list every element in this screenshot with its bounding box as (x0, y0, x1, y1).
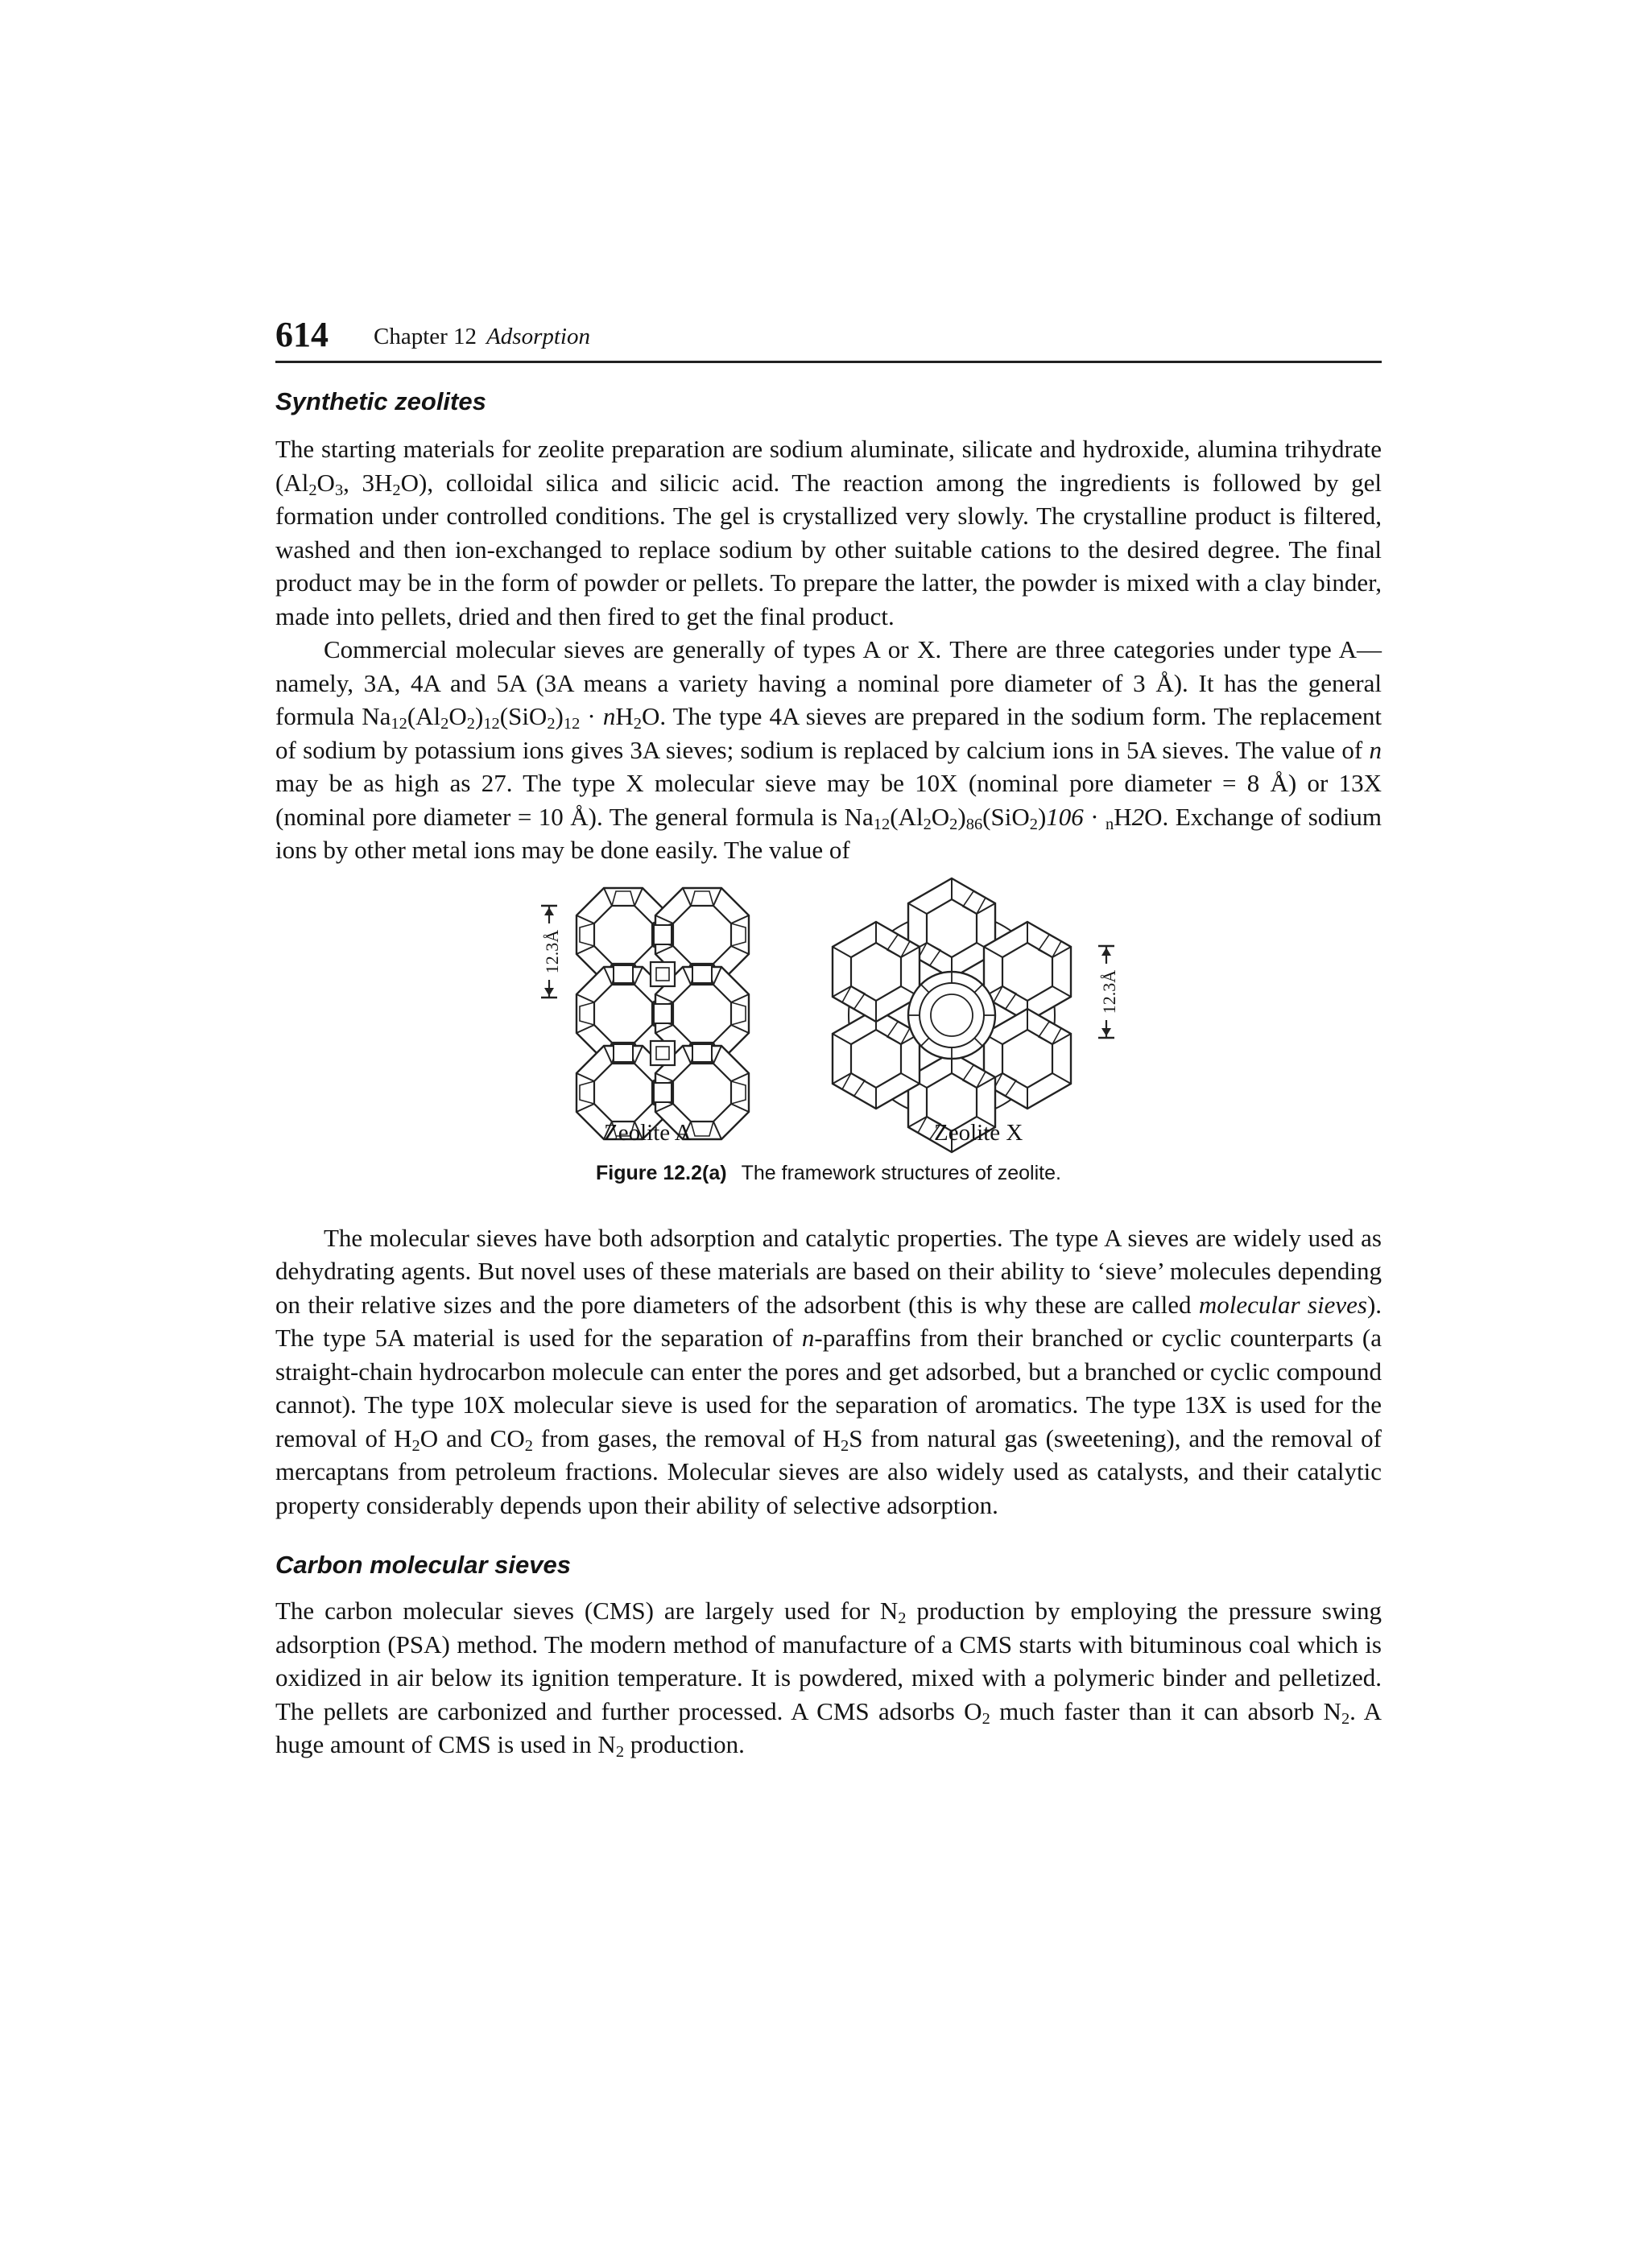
zeolite-a-dimension-marker (537, 906, 562, 998)
page-number: 614 (275, 315, 329, 354)
paragraph-carbon-sieves: The carbon molecular sieves (CMS) are largely used for $N_2$ production by employing the pressure swing adsorption (PSA) method. The modern method of manufacture of a CMS starts with bituminous coal which is oxidized in air below its ignition temperature. It is powdered, mixed with a polymeric binder and pelletized. The pellets are carbonized and further processed. A CMS adsorbs $O_2$ much faster than it can absorb $N_2$. A huge amount of CMS is used in $N_2$ production. (275, 1597, 1382, 1762)
zeolite-x-label: Zeolite X (934, 1119, 1023, 1146)
section-heading-synthetic-zeolites: Synthetic zeolites (275, 387, 486, 415)
zeolite-framework-drawing (275, 877, 1382, 1159)
running-header (275, 315, 1382, 363)
figure-zeolite-frameworks (275, 877, 1382, 1197)
paragraph-preparation: The starting materials for zeolite preparation are sodium aluminate, silicate and hydroxide, alumina trihydrate ($Al_2O_3$, $3H_2O$), colloidal silica and silicic acid. The reaction among the ingredients is followed by gel formation under controlled conditions. The gel is crystallized very slowly. The crystalline product is filtered, washed and then ion-exchanged to replace sodium by other suitable cations to the desired degree. The final product may be in the form of powder or pellets. To prepare the latter, the powder is mixed with a clay binder, made into pellets, dried and then fired to get the final product. (275, 435, 1382, 630)
zeolite-x-dimension-marker (1094, 946, 1119, 1038)
paragraph-commercial-sieves: Commercial molecular sieves are generally of types A or X. There are three categories under type A—namely, 3A, 4A and 5A (3A means a variety having a nominal pore diameter of 3 Å). It has the general formula $Na_{12}(Al_2O_2)_{12}(SiO_2)_{12} \cdot nH_2O$. The type 4A sieves are prepared in the sodium form. The replacement of sodium by potassium ions gives 3A sieves; sodium is replaced by calcium ions in 5A sieves. The value of n may be as high as 27. The type X molecular sieve may be 10X (nominal pore diameter = 8 Å) or 13X (nominal pore diameter = 10 Å). The general formula is $Na_{12}(Al_2O_2)_{86}(SiO_2)106 \cdot _nH2O$. Exchange of sodium ions by other metal ions may be done easily. The value of (275, 635, 1382, 864)
zeolite-a-structure (577, 888, 749, 1139)
figure-caption-text: The framework structures of zeolite. (741, 1161, 1061, 1184)
figure-caption (275, 1162, 1382, 1185)
zeolite-x-structure (833, 878, 1071, 1152)
section-heading-carbon-molecular-sieves: Carbon molecular sieves (275, 1551, 571, 1579)
zeolite-a-dimension-label: 12.3Å (542, 929, 562, 973)
page (275, 315, 1382, 1762)
zeolite-a-label: Zeolite A (604, 1119, 692, 1146)
chapter-label (374, 324, 590, 350)
figure-number: Figure 12.2(a) (596, 1161, 727, 1184)
chapter-number: Chapter 12 (374, 324, 477, 349)
paragraph-sieve-uses: The molecular sieves have both adsorption and catalytic properties. The type A sieves are widely used as dehydrating agents. But novel uses of these materials are based on their ability to ‘sieve’ molecules depending on their relative sizes and the pore diameters of the adsorbent (this is why these are called molecular sieves). The type 5A material is used for the separation of n-paraffins from their branched or cyclic counterparts (a straight-chain hydrocarbon molecule can enter the pores and get adsorbed, but a branched or cyclic compound cannot). The type 10X molecular sieve is used for the separation of aromatics. The type 13X is used for the removal of $H_2O$ and $CO_2$ from gases, the removal of $H_2S$ from natural gas (sweetening), and the removal of mercaptans from petroleum fractions. Molecular sieves are also widely used as catalysts, and their catalytic property considerably depends upon their ability of selective adsorption. (275, 1223, 1382, 1519)
zeolite-x-dimension-label: 12.3Å (1099, 969, 1119, 1014)
chapter-title: Adsorption (486, 324, 590, 349)
